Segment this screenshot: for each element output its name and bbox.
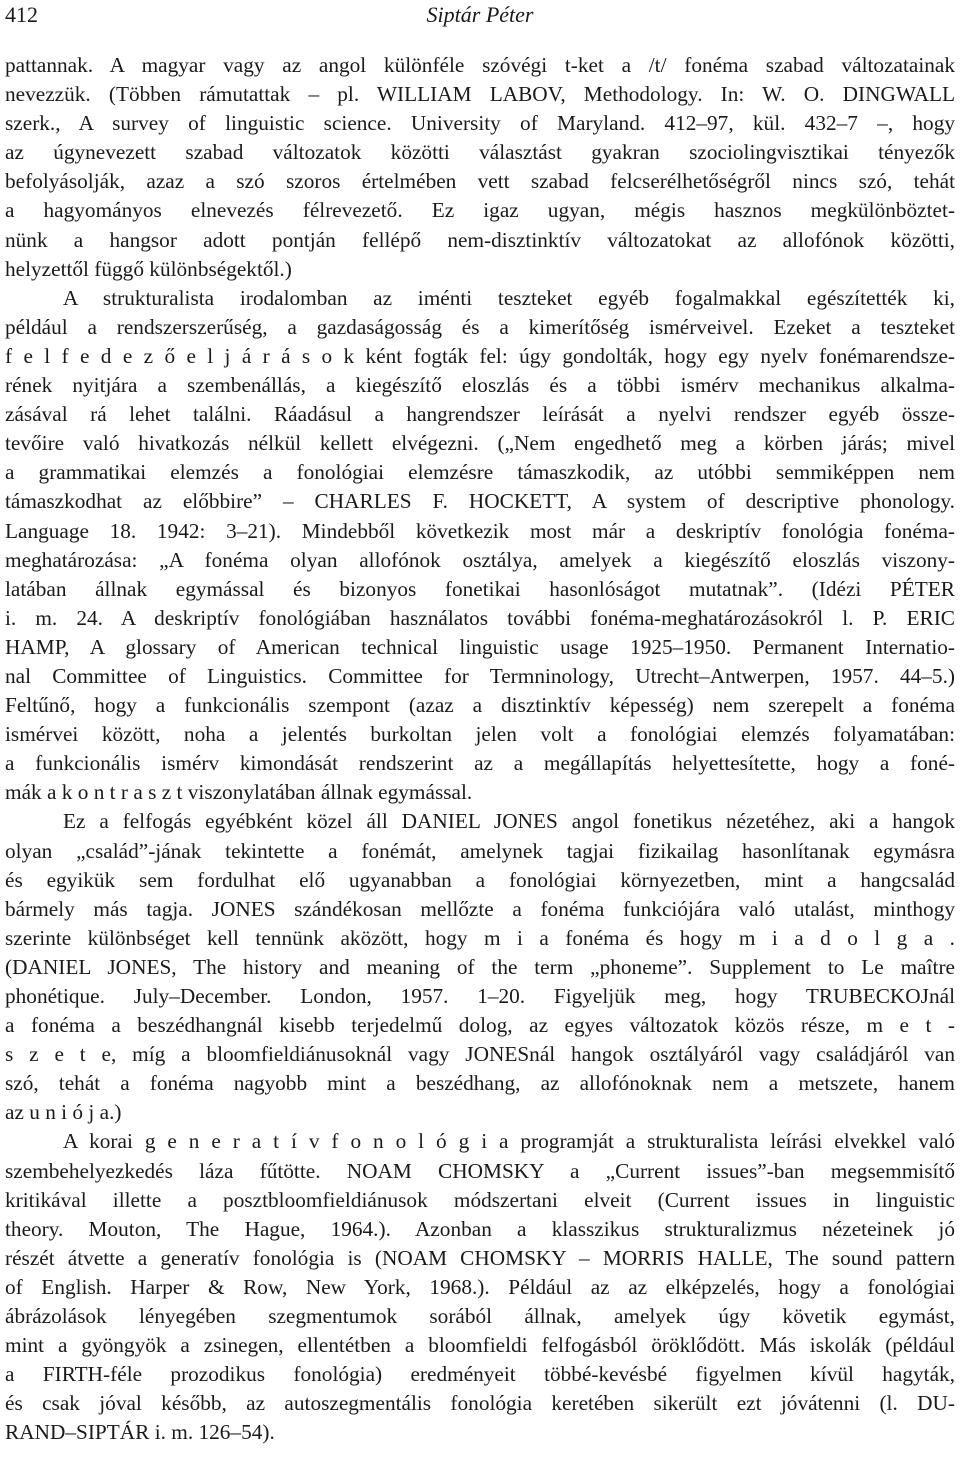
text-line: mint a gyöngyök a zsinegen, ellentétben a bloomfieldi felfogásból öröklődött. Más iskolák (például (5, 1333, 955, 1358)
text-line: ábrázolások lényegében szegmentumok sorából állnak, amelyek úgy követik egymást, (5, 1304, 955, 1329)
text-line: az u n i ó j a.) (5, 1100, 122, 1125)
page-header (5, 0, 955, 34)
text-line: meghatározása: „A fonéma olyan allofónok osztálya, amelyek a kiegészítő eloszlás viszony- (5, 547, 955, 572)
text-line: (DANIEL JONES, The history and meaning of the term „phoneme”. Supplement to Le maître (5, 954, 955, 979)
text-line: és egyikük sem fordulhat elő ugyanabban a fonológiai környezetben, mint a hangcsalád (5, 867, 955, 892)
text-line: a fonéma a beszédhangnál kisebb terjedelmű dolog, az egyes változatok közös része, m e t - (5, 1013, 955, 1038)
text-line: HAMP, A glossary of American technical linguistic usage 1925–1950. Permanent Internatio- (5, 634, 955, 659)
text-line: nünk a hangsor adott pontján fellépő nem-disztinktív változatokat az allofónok közötti, (5, 227, 955, 252)
text-line: szó, tehát a fonéma nagyobb mint a beszédhang, az allofónoknak nem a metszete, hanem (5, 1071, 955, 1096)
text-line: tevőire való hivatkozás nélkül kellett elvégezni. („Nem engedhető meg a körben járás; mivel (5, 431, 955, 456)
text-line: az úgynevezett szabad változatok közötti választást gyakran szociolingvisztikai tényezők (5, 140, 955, 165)
text-line: és csak jóval később, az autoszegmentális fonológia keretében sikerült ezt jóvátenni (l. DU- (5, 1391, 955, 1416)
text-line: szembehelyezkedés láza fűtötte. NOAM CHOMSKY a „Current issues”-ban megsemmisítő (5, 1158, 955, 1183)
text-line: támaszkodhat az előbbire” – CHARLES F. HOCKETT, A system of descriptive phonology. (5, 489, 955, 514)
text-line: szerinte különbséget kell tennünk aközött, hogy m i a fonéma és hogy m i a d o l g a . (5, 925, 955, 950)
text-line: of English. Harper & Row, New York, 1968.). Például az az elképzelés, hogy a fonológiai (5, 1274, 955, 1299)
text-line: phonétique. July–December. London, 1957. 1–20. Figyeljük meg, hogy TRUBECKOJnál (5, 984, 955, 1008)
text-line: s z e t e, míg a bloomfieldiánusoknál vagy JONESnál hangok osztályáról vagy családjáról van (5, 1042, 955, 1067)
text-line: zásával rá lehet találni. Ráadásul a hangrendszer leírását a nyelvi rendszer egyéb össze- (5, 402, 955, 427)
text-line: f e l f e d e z ő e l j á r á s o k ként fogták fel: úgy gondolták, hogy egy nyelv fonémarendsze- (5, 343, 955, 368)
text-line: a funkcionális ismérv kimondását rendszerint az a megállapítás helyettesítette, hogy a foné- (5, 751, 955, 776)
text-line: mák a k o n t r a s z t viszonylatában állnak egymással. (5, 780, 473, 805)
text-line: befolyásolják, azaz a szó szoros értelmében vett szabad felcserélhetőségről nincs szó, tehát (5, 169, 955, 194)
text-line: i. m. 24. A deskriptív fonológiában használatos további fonéma-meghatározásokról l. P. ERIC (5, 605, 955, 630)
text-line: helyzettől függő különbségektől.) (5, 256, 292, 281)
text-line: latában állnak egymással és bizonyos fonetikai hasonlóságot mutatnak”. (Idézi PÉTER (5, 576, 955, 601)
text-line: részét átvette a generatív fonológia is (NOAM CHOMSKY – MORRIS HALLE, The sound pattern (5, 1245, 955, 1270)
paragraph-first-line: Ez a felfogás egyébként közel áll DANIEL JONES angol fonetikus nézetéhez, aki a hangok (63, 809, 955, 834)
text-line: pattannak. A magyar vagy az angol különféle szóvégi t-ket a /t/ fonéma szabad változatainak (5, 53, 955, 77)
text-line: szerk., A survey of linguistic science. University of Maryland. 412–97, kül. 432–7 –, hogy (5, 111, 955, 136)
paragraph-first-line: A strukturalista irodalomban az iménti teszteket egyéb fogalmakkal egészítették ki, (63, 285, 955, 310)
text-line: nevezzük. (Többen rámutattak – pl. WILLIAM LABOV, Methodology. In: W. O. DINGWALL (5, 82, 955, 107)
body-text (5, 51, 955, 1448)
text-line: kritikával illette a posztbloomfieldiánusok módszertani elveit (Current issues in linguistic (5, 1187, 955, 1212)
text-line: bármely más tagja. JONES szándékosan mellőzte a fonéma funkciójára való utalást, minthogy (5, 896, 955, 921)
text-line: olyan „család”-jának tekintette a fonémát, amelynek tagjai fizikailag hasonlítanak egymásra (5, 838, 955, 863)
page-number: 412 (5, 2, 38, 27)
text-line: rének nyitjára a szembenállás, a kiegészítő eloszlás és a többi ismérv mechanikus alkalma- (5, 373, 955, 398)
text-line: theory. Mouton, The Hague, 1964.). Azonban a klasszikus strukturalizmus nézeteinek jó (5, 1216, 955, 1241)
text-line: Feltűnő, hogy a funkcionális szempont (azaz a disztinktív képesség) nem szerepelt a fonéma (5, 693, 955, 718)
text-line: nal Committee of Linguistics. Committee for Termninology, Utrecht–Antwerpen, 1957. 44–5.) (5, 663, 955, 688)
text-line: a hagyományos elnevezés félrevezető. Ez igaz ugyan, mégis hasznos megkülönböztet- (5, 198, 955, 223)
text-line: Language 18. 1942: 3–21). Mindebből következik most már a deskriptív fonológia fonéma- (5, 518, 955, 543)
paragraph-first-line: A korai g e n e r a t í v f o n o l ó g i a programját a strukturalista leírási elvekkel való (63, 1129, 955, 1154)
text-line: a FIRTH-féle prozodikus fonológia) eredményeit többé-kevésbé figyelmen kívül hagyták, (5, 1362, 955, 1387)
text-line: ismérvei között, noha a jelentés burkoltan jelen volt a fonológiai elemzés folyamatában: (5, 722, 955, 747)
text-line: a grammatikai elemzés a fonológiai elemzésre támaszkodik, az utóbbi semmiképpen nem (5, 460, 955, 485)
text-line: például a rendszerszerűség, a gazdaságosság és a kimerítőség ismérveivel. Ezeket a teszteket (5, 314, 955, 339)
text-line: RAND–SIPTÁR i. m. 126–54). (5, 1420, 275, 1445)
running-head-author: Siptár Péter (426, 2, 534, 27)
